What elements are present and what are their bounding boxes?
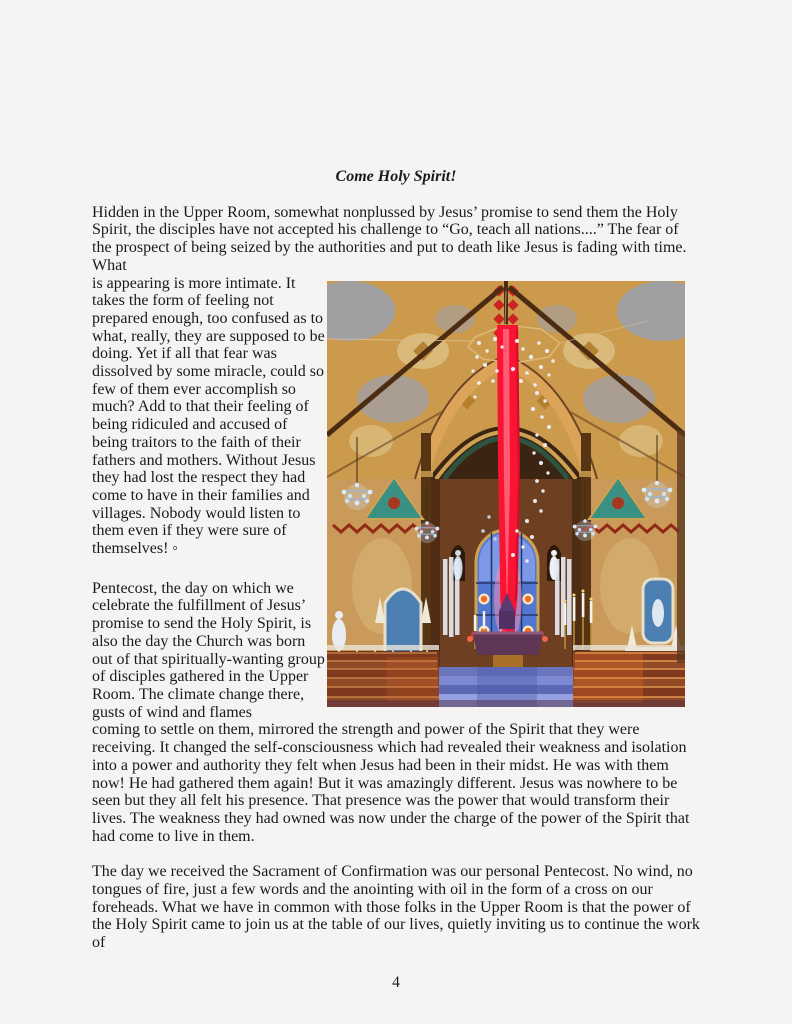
wrapped-text-column	[92, 275, 327, 722]
text-image-row	[92, 275, 700, 722]
pews-left	[327, 645, 439, 707]
paragraph-wrap-left-1: is appearing is more intimate. It takes the form of feeling not prepared enough, too confused as to what, really, they are supposed to be doing. Yet if all that fear was dissolved by some miracle, could so few of them ever accomplish so much? Add to that their feeling of being ridiculed and accused of being traitors to the faith of their fathers and mothers. Without Jesus they had lost the respect they had come to have in their families and villages. Nobody would listen to them even if they were sure of themselves! ◦	[92, 274, 325, 558]
paragraph-intro: Hidden in the Upper Room, somewhat nonplussed by Jesus’ promise to send them the Holy Spirit, the disciples have not accepted his challenge to “Go, teach all nations....” The fear of the prospect of being seized by the authorities and put to death like Jesus is fading with time. What	[92, 203, 687, 274]
page-number: 4	[392, 973, 400, 991]
church-interior-graphic	[327, 281, 685, 707]
paragraph-continuation: coming to settle on them, mirrored the strength and power of the Spirit that they were receiving. It changed the self-consciousness which had revealed their weakness and isolation into a power and authority they felt when Jesus had been in their midst. He was with them now! He had gathered them again! But it was amazingly different. Jesus was nowhere to be seen but they all felt his presence. That presence was the power that would transform their lives. The weakness they had owned was now under the charge of the power of the Spirit that had come to live in them.	[92, 721, 690, 845]
paragraph-wrap-left-2: Pentecost, the day on which we celebrate the fulfillment of Jesus’ promise to send the Holy Spirit, is also the day the Church was born out of that spiritually-wanting group of disciples gathered in the Upper Room. The climate change there, gusts of wind and flames	[92, 579, 325, 721]
right-column	[677, 431, 685, 663]
bottom-shadow	[327, 700, 685, 707]
paragraph-3: The day we received the Sacrament of Confirmation was our personal Pentecost. No wind, no tongues of fire, just a few words and the anointing with oil in the form of a cross on our foreheads. What we have in common with those folks in the Upper Room is that the power of the Holy Spirit came to join us at the table of our lives, quietly inviting us to continue the work of	[92, 863, 700, 952]
church-interior-photo	[327, 281, 685, 707]
page-title: Come Holy Spirit!	[335, 168, 457, 185]
pews-right	[573, 645, 685, 707]
